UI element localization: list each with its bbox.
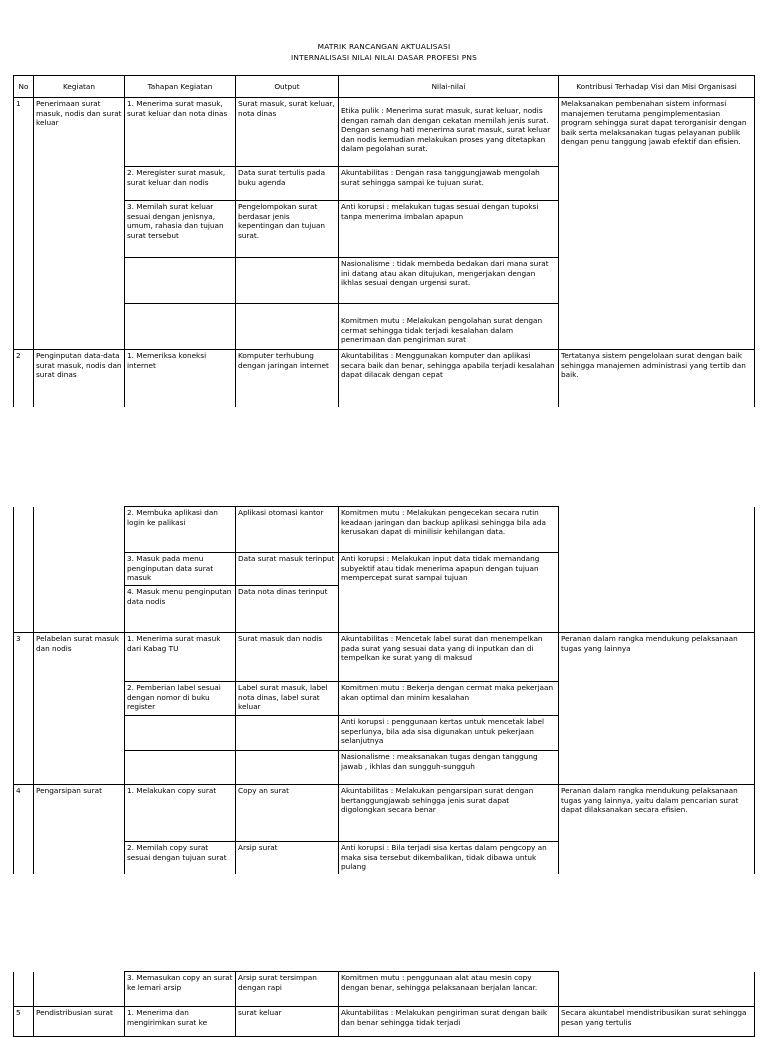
tahapan-cell: 2. Meregister surat masuk, surat keluar dan nodis	[125, 167, 236, 201]
header-kontribusi: Kontribusi Terhadap Visi dan Misi Organisasi	[559, 76, 755, 98]
tahapan-cell: 3. Masuk pada menu penginputan data surat masuk	[125, 553, 236, 586]
kegiatan-cell: Pendistribusian surat	[34, 1007, 125, 1037]
kegiatan-cell: Pengarsipan surat	[34, 785, 125, 880]
table-row	[14, 785, 755, 842]
header-output: Output	[236, 76, 339, 98]
output-cell: Aplikasi otomasi kantor	[236, 507, 339, 553]
row-number: 3	[14, 633, 34, 785]
tahapan-cell: 1. Menerima dan mengirimkan surat ke	[125, 1007, 236, 1037]
tahapan-cell: 4. Masuk menu penginputan data nodis	[125, 586, 236, 633]
kontribusi-cell: Melaksanakan pembenahan sistem informasi manajemen terutama pengimplementasian program sehingga surat dapat terorganisir dengan baik serta melaksanakan tugas pelayanan publik dengan penu tanggung jawab efektif dan efisien.	[559, 98, 755, 350]
nilai-cell: Komitmen mutu : penggunaan alat atau mesin copy dengan benar, sehingga pelaksanaan berjalan lancar.	[339, 972, 559, 1007]
matrix-table-page-2	[13, 506, 755, 900]
matrix-table-page-1	[13, 75, 755, 410]
output-cell: Komputer terhubung dengan jaringan internet	[236, 350, 339, 410]
tahapan-cell: 1. Memeriksa koneksi internet	[125, 350, 236, 410]
nilai-cell: Anti korupsi : penggunaan kertas untuk mencetak label seperlunya, bila ada sisa digunakan untuk pekerjaan selanjutnya	[339, 716, 559, 751]
tahapan-cell: 1. Menerima surat masuk, surat keluar dan nota dinas	[125, 98, 236, 167]
nilai-cell: Akuntabilitas : Melakukan pengiriman surat dengan baik dan benar sehingga tidak terjadi	[339, 1007, 559, 1037]
header-nilai: Nilai-nilai	[339, 76, 559, 98]
table-row	[14, 507, 755, 553]
row-number: 1	[14, 98, 34, 350]
output-cell	[236, 258, 339, 304]
nilai-cell: Komitmen mutu : Bekerja dengan cermat maka pekerjaan akan optimal dan minim kesalahan	[339, 682, 559, 716]
table-row	[14, 350, 755, 410]
kegiatan-cell	[34, 507, 125, 633]
kegiatan-cell	[34, 972, 125, 1007]
nilai-cell: Akuntabilitas : Menggunakan komputer dan aplikasi secara baik dan benar, sehingga apabila terjadi kesalahan dapat dilacak dengan cepat	[339, 350, 559, 410]
page-break-gap	[0, 407, 768, 505]
kontribusi-cell: Peranan dalam rangka mendukung pelaksanaan tugas yang lainnya	[559, 633, 755, 785]
row-number: 2	[14, 350, 34, 410]
output-cell	[236, 751, 339, 785]
row-number: 5	[14, 1007, 34, 1037]
header-tahapan: Tahapan Kegiatan	[125, 76, 236, 98]
output-cell: Data nota dinas terinput	[236, 586, 339, 633]
nilai-cell: Nasionalisme : meaksanakan tugas dengan tanggung jawab , ikhlas dan sungguh-sungguh	[339, 751, 559, 785]
header-kegiatan: Kegiatan	[34, 76, 125, 98]
output-cell: Copy an surat	[236, 785, 339, 842]
nilai-cell: Akuntabilitas : Dengan rasa tanggungjawab mengolah surat sehingga sampai ke tujuan surat.	[339, 167, 559, 201]
tahapan-cell: 3. Memilah surat keluar sesuai dengan jenisnya, umum, rahasia dan tujuan surat tersebut	[125, 201, 236, 258]
tahapan-cell	[125, 304, 236, 350]
kegiatan-cell: Penerimaan surat masuk, nodis dan surat keluar	[34, 98, 125, 350]
output-cell: Data surat masuk terinput	[236, 553, 339, 586]
output-cell: Pengelompokan surat berdasar jenis kepentingan dan tujuan surat.	[236, 201, 339, 258]
output-cell	[236, 716, 339, 751]
tahapan-cell: 3. Memasukan copy an surat ke lemari arsip	[125, 972, 236, 1007]
tahapan-cell: 1. Melakukan copy surat	[125, 785, 236, 842]
table-row	[14, 98, 755, 167]
nilai-cell: Nasionalisme : tidak membeda bedakan dari mana surat ini datang atau akan ditujukan, mengerjakan dengan ikhlas sesuai dengan urgensi surat.	[339, 258, 559, 304]
nilai-cell: Anti korupsi : Melakukan input data tidak memandang subyektif atau tidak menerima apapun dengan tujuan mempercepat surat sampai tujuan	[339, 553, 559, 633]
nilai-cell: Etika pulik : Menerima surat masuk, surat keluar, nodis dengan ramah dan dengan cekatan memilah jenis surat. Dengan senang hati menerima surat masuk, surat keluar dan nodis kemudian melakukan proses yang ditetapkan dalam pegolahan surat.	[339, 98, 559, 167]
tahapan-cell: 2. Memilah copy surat sesuai dengan tujuan surat	[125, 842, 236, 880]
tahapan-cell: 1. Menerima surat masuk dari Kabag TU	[125, 633, 236, 682]
row-number: 4	[14, 785, 34, 880]
output-cell: surat keluar	[236, 1007, 339, 1037]
output-cell: Label surat masuk, label nota dinas, label surat keluar	[236, 682, 339, 716]
document-subtitle: INTERNALISASI NILAI NILAI DASAR PROFESI PNS	[291, 53, 477, 62]
kontribusi-cell	[559, 507, 755, 633]
row-number	[14, 972, 34, 1007]
nilai-cell: Akuntabilitas : Mencetak label surat dan menempelkan pada surat yang sesuai data yang di inputkan dan di tempelkan ke surat yang di maksud	[339, 633, 559, 682]
output-cell: Surat masuk dan nodis	[236, 633, 339, 682]
kegiatan-cell: Penginputan data-data surat masuk, nodis dan surat dinas	[34, 350, 125, 410]
table-row	[14, 1007, 755, 1037]
header-no: No	[14, 76, 34, 98]
kontribusi-cell: Tertatanya sistem pengelolaan surat dengan baik sehingga manajemen administrasi yang tertib dan baik.	[559, 350, 755, 410]
header-row	[14, 76, 755, 98]
row-number	[14, 507, 34, 633]
output-cell: Arsip surat	[236, 842, 339, 880]
nilai-cell: Anti korupsi : Bila terjadi sisa kertas dalam pengcopy an maka sisa tersebut dikembalikan, tidak dibawa untuk pulang	[339, 842, 559, 880]
table-row	[14, 972, 755, 1007]
table-row	[14, 633, 755, 682]
nilai-cell: Komitmen mutu : Melakukan pengolahan surat dengan cermat sehingga tidak terjadi kesalahan dalam penerimaan dan pengiriman surat	[339, 304, 559, 350]
document-title: MATRIK RANCANGAN AKTUALISASI	[317, 42, 451, 51]
output-cell: Arsip surat tersimpan dengan rapi	[236, 972, 339, 1007]
kontribusi-cell: Peranan dalam rangka mendukung pelaksanaan tugas yang lainnya, yaitu dalam pencarian surat dapat dilaksanakan secara efisien.	[559, 785, 755, 880]
kontribusi-cell	[559, 972, 755, 1007]
matrix-table-page-3	[13, 971, 755, 1037]
tahapan-cell: 2. Pemberian label sesuai dengan nomor di buku register	[125, 682, 236, 716]
page-break-gap	[0, 874, 768, 971]
output-cell: Data surat tertulis pada buku agenda	[236, 167, 339, 201]
output-cell: Surat masuk, surat keluar, nota dinas	[236, 98, 339, 167]
tahapan-cell	[125, 258, 236, 304]
nilai-cell: Komitmen mutu : Melakukan pengecekan secara rutin keadaan jaringan dan backup aplikasi sehingga bila ada kerusakan dapat di minilisir kehilangan data.	[339, 507, 559, 553]
tahapan-cell	[125, 751, 236, 785]
tahapan-cell: 2. Membuka aplikasi dan login ke palikasi	[125, 507, 236, 553]
kegiatan-cell: Pelabelan surat masuk dan nodis	[34, 633, 125, 785]
nilai-cell: Akuntabilitas : Melakukan pengarsipan surat dengan bertanggungjawab sehingga jenis surat dapat digolongkan secara benar	[339, 785, 559, 842]
output-cell	[236, 304, 339, 350]
kontribusi-cell: Secara akuntabel mendistribusikan surat sehingga pesan yang tertulis	[559, 1007, 755, 1037]
nilai-cell: Anti korupsi : melakukan tugas sesuai dengan tupoksi tanpa menerima imbalan apapun	[339, 201, 559, 258]
tahapan-cell	[125, 716, 236, 751]
